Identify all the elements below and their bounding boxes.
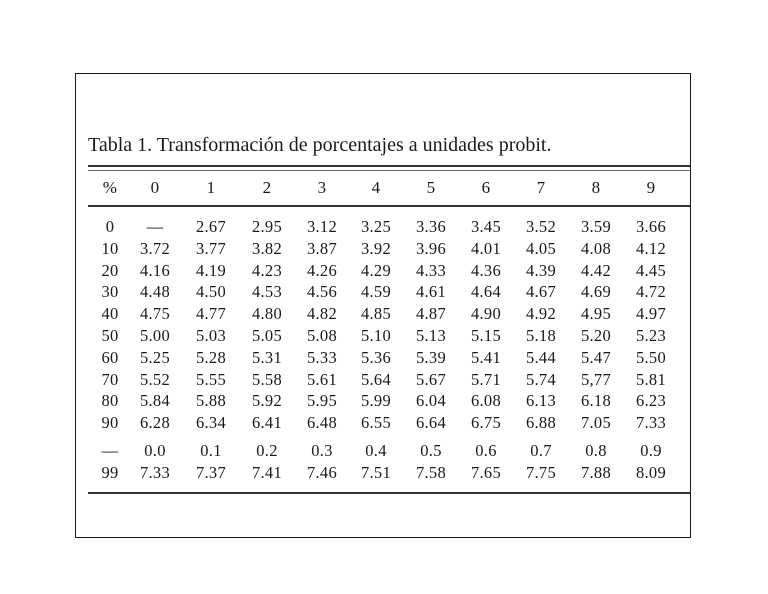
- header-col-4: 4: [371, 178, 381, 197]
- table-cell: 7.37: [195, 463, 227, 482]
- table-cell: 2.67: [195, 217, 227, 236]
- table-cell: 5.84: [139, 391, 171, 411]
- header-col-3: 3: [317, 178, 327, 197]
- header-col-6: 6: [481, 178, 491, 197]
- table-cell: 6.75: [470, 413, 502, 433]
- table-cell: 5.39: [415, 347, 447, 367]
- row-label: 90: [101, 413, 119, 433]
- header-col-2: 2: [262, 178, 272, 197]
- table-cell: 4.26: [306, 260, 338, 280]
- subheader-col: 0.7: [530, 441, 552, 460]
- header-col-1: 1: [206, 178, 216, 197]
- table-cell: 4.01: [470, 238, 502, 258]
- table-cell: 3.92: [360, 238, 392, 258]
- table-cell: 4.08: [580, 238, 612, 258]
- table-cell: 8.09: [635, 463, 667, 482]
- table-cell: 7.05: [580, 413, 612, 433]
- subheader-col: 0.9: [640, 441, 662, 460]
- table-cell: 5.52: [139, 369, 171, 389]
- table-cell: 5.71: [470, 369, 502, 389]
- table-cell: 5.18: [525, 326, 557, 345]
- table-cell: 6.23: [635, 391, 667, 411]
- row-label: 99: [101, 463, 119, 482]
- row-label: 50: [101, 326, 119, 345]
- table-cell: 4.53: [251, 282, 283, 302]
- table-cell: 6.64: [415, 413, 447, 433]
- table-cell: 3.52: [525, 217, 557, 236]
- subheader-col: 0.3: [311, 441, 333, 460]
- table-cell: 5.88: [195, 391, 227, 411]
- table-cell: 4.72: [635, 282, 667, 302]
- table-cell: 7.33: [635, 413, 667, 433]
- table-cell: 4.12: [635, 238, 667, 258]
- table-cell: 5.00: [139, 326, 171, 345]
- table-cell: 4.59: [360, 282, 392, 302]
- table-cell: 4.85: [360, 304, 392, 324]
- subheader-col: 0.5: [420, 441, 442, 460]
- table-cell: 5.47: [580, 347, 612, 367]
- table-cell: 7.46: [306, 463, 338, 482]
- subheader-col: 0.6: [475, 441, 497, 460]
- table-cell: 4.77: [195, 304, 227, 324]
- row-label: 20: [101, 260, 119, 280]
- table-cell: 5.58: [251, 369, 283, 389]
- table-cell: 5.20: [580, 326, 612, 345]
- table-cell: 6.13: [525, 391, 557, 411]
- table-cell: 5.81: [635, 369, 667, 389]
- table-cell: 5.99: [360, 391, 392, 411]
- table-cell: 5.92: [251, 391, 283, 411]
- row-label: 10: [101, 238, 119, 258]
- table-cell: 5.61: [306, 369, 338, 389]
- table-cell: 5.05: [251, 326, 283, 345]
- table-cell: 5.31: [251, 347, 283, 367]
- table-cell: 3.66: [635, 217, 667, 236]
- table-cell: 6.55: [360, 413, 392, 433]
- row-label: 60: [101, 347, 119, 367]
- table-cell: 5.55: [195, 369, 227, 389]
- table-cell: 4.90: [470, 304, 502, 324]
- table-cell: 4.39: [525, 260, 557, 280]
- table-cell: 5.36: [360, 347, 392, 367]
- row-label: 80: [101, 391, 119, 411]
- table-cell: 7.51: [360, 463, 392, 482]
- row-label: 30: [101, 282, 119, 302]
- table-cell: 5.74: [525, 369, 557, 389]
- row-label: 40: [101, 304, 119, 324]
- table-cell: 4.69: [580, 282, 612, 302]
- table-cell: 5.13: [415, 326, 447, 345]
- table-cell: 4.16: [139, 260, 171, 280]
- table-cell: 3.12: [306, 217, 338, 236]
- subheader-col: 0.4: [365, 441, 387, 460]
- table-cell: 5.33: [306, 347, 338, 367]
- probit-table: [76, 74, 692, 539]
- subheader-col: 0.2: [256, 441, 278, 460]
- table-cell: 4.67: [525, 282, 557, 302]
- table-cell: 4.33: [415, 260, 447, 280]
- table-cell: 4.82: [306, 304, 338, 324]
- table-cell: 5,77: [580, 369, 612, 389]
- header-col-9: 9: [646, 178, 656, 197]
- table-cell: 3.25: [360, 217, 392, 236]
- table-cell: 3.72: [139, 238, 171, 258]
- table-frame: [75, 73, 691, 538]
- table-cell: 7.33: [139, 463, 171, 482]
- table-cell: 4.36: [470, 260, 502, 280]
- table-cell: 4.97: [635, 304, 667, 324]
- table-cell: 7.88: [580, 463, 612, 482]
- table-cell: 6.34: [195, 413, 227, 433]
- table-cell: 4.75: [139, 304, 171, 324]
- table-cell: 4.42: [580, 260, 612, 280]
- table-cell: 4.64: [470, 282, 502, 302]
- header-col-0: 0: [150, 178, 160, 197]
- table-cell: 7.58: [415, 463, 447, 482]
- table-cell: 4.29: [360, 260, 392, 280]
- table-cell: 4.92: [525, 304, 557, 324]
- table-cell: 3.59: [580, 217, 612, 236]
- table-cell: 3.82: [251, 238, 283, 258]
- table-cell: 4.45: [635, 260, 667, 280]
- table-cell: 6.41: [251, 413, 283, 433]
- table-cell: 4.19: [195, 260, 227, 280]
- table-cell: 3.36: [415, 217, 447, 236]
- table-cell: 6.48: [306, 413, 338, 433]
- table-cell: 5.23: [635, 326, 667, 345]
- table-cell: 5.08: [306, 326, 338, 345]
- subheader-dash: —: [101, 441, 119, 460]
- table-cell: 5.64: [360, 369, 392, 389]
- row-label: 70: [101, 369, 119, 389]
- table-cell: 6.04: [415, 391, 447, 411]
- table-cell: 5.15: [470, 326, 502, 345]
- table-cell: 7.41: [251, 463, 283, 482]
- table-cell: 3.77: [195, 238, 227, 258]
- table-cell: 7.65: [470, 463, 502, 482]
- row-label: 0: [105, 217, 115, 236]
- table-cell: 3.87: [306, 238, 338, 258]
- table-cell: 5.50: [635, 347, 667, 367]
- table-cell: 4.05: [525, 238, 557, 258]
- table-cell: 5.10: [360, 326, 392, 345]
- table-cell: 6.28: [139, 413, 171, 433]
- subheader-col: 0.8: [585, 441, 607, 460]
- table-cell: 3.96: [415, 238, 447, 258]
- table-cell: —: [146, 217, 164, 236]
- table-cell: 2.95: [251, 217, 283, 236]
- table-cell: 6.08: [470, 391, 502, 411]
- table-cell: 4.61: [415, 282, 447, 302]
- table-cell: 4.95: [580, 304, 612, 324]
- table-cell: 7.75: [525, 463, 557, 482]
- table-cell: 4.56: [306, 282, 338, 302]
- header-col-5: 5: [426, 178, 436, 197]
- table-cell: 4.23: [251, 260, 283, 280]
- table-cell: 5.03: [195, 326, 227, 345]
- table-cell: 5.67: [415, 369, 447, 389]
- table-cell: 4.50: [195, 282, 227, 302]
- table-cell: 5.41: [470, 347, 502, 367]
- table-cell: 6.88: [525, 413, 557, 433]
- header-col-7: 7: [536, 178, 546, 197]
- subheader-col: 0.0: [144, 441, 166, 460]
- subheader-col: 0.1: [200, 441, 222, 460]
- header-col-8: 8: [591, 178, 601, 197]
- table-cell: 5.28: [195, 347, 227, 367]
- table-cell: 5.25: [139, 347, 171, 367]
- table-cell: 3.45: [470, 217, 502, 236]
- table-cell: 4.80: [251, 304, 283, 324]
- table-caption: Tabla 1. Transformación de porcentajes a unidades probit.: [88, 134, 552, 156]
- table-cell: 4.87: [415, 304, 447, 324]
- table-cell: 6.18: [580, 391, 612, 411]
- table-cell: 5.95: [306, 391, 338, 411]
- table-cell: 4.48: [139, 282, 171, 302]
- header-percent: %: [102, 178, 118, 197]
- table-cell: 5.44: [525, 347, 557, 367]
